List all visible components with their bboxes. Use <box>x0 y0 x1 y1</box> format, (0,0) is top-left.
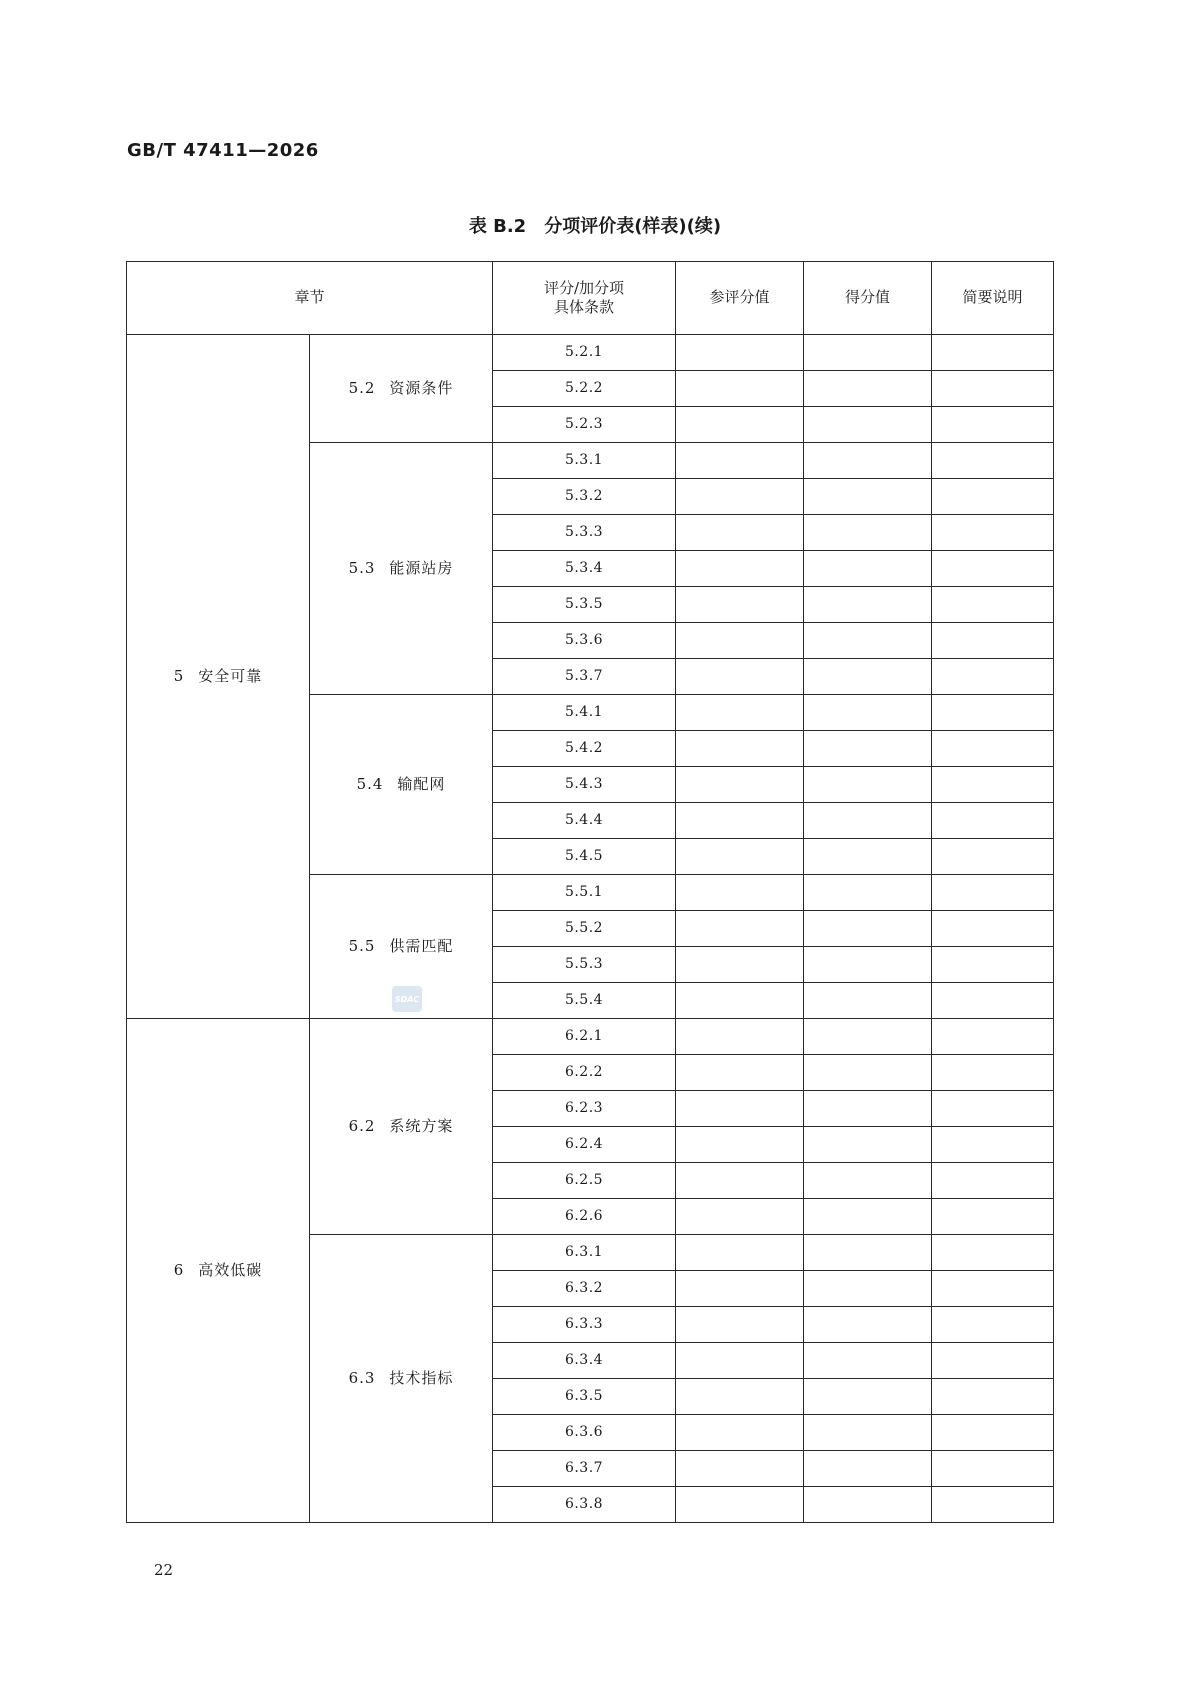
score-cell[interactable] <box>804 911 932 947</box>
description-cell[interactable] <box>932 479 1054 515</box>
evaluation-table <box>126 261 1054 1523</box>
description-cell[interactable] <box>932 803 1054 839</box>
clause-cell: 6.3.2 <box>493 1271 676 1307</box>
reference-score-cell[interactable] <box>676 1091 804 1127</box>
score-cell[interactable] <box>804 1307 932 1343</box>
subsection-name: 供需匹配 <box>389 936 454 955</box>
clause-cell: 5.3.3 <box>493 515 676 551</box>
score-cell[interactable] <box>804 1019 932 1055</box>
section-name: 安全可靠 <box>198 666 263 685</box>
description-cell[interactable] <box>932 767 1054 803</box>
clause-cell: 5.3.2 <box>493 479 676 515</box>
reference-score-cell[interactable] <box>676 1487 804 1523</box>
clause-cell: 5.3.1 <box>493 443 676 479</box>
score-cell[interactable] <box>804 803 932 839</box>
clause-cell: 5.4.4 <box>493 803 676 839</box>
clause-cell: 5.5.4 <box>493 983 676 1019</box>
description-cell[interactable] <box>932 623 1054 659</box>
subsection-number: 6.2 <box>348 1116 376 1135</box>
subsection-cell <box>310 443 493 695</box>
score-cell[interactable] <box>804 947 932 983</box>
reference-score-cell[interactable] <box>676 551 804 587</box>
score-cell[interactable] <box>804 479 932 515</box>
reference-score-cell[interactable] <box>676 695 804 731</box>
reference-score-cell[interactable] <box>676 767 804 803</box>
score-cell[interactable] <box>804 407 932 443</box>
subsection-name: 系统方案 <box>389 1116 454 1135</box>
reference-score-cell[interactable] <box>676 335 804 371</box>
subsection-cell <box>310 335 493 443</box>
score-cell[interactable] <box>804 587 932 623</box>
clause-cell: 6.2.5 <box>493 1163 676 1199</box>
score-cell[interactable] <box>804 695 932 731</box>
reference-score-cell[interactable] <box>676 371 804 407</box>
section-number: 5 <box>173 666 185 685</box>
subsection-number: 5.4 <box>356 774 384 793</box>
subsection-number: 6.3 <box>348 1368 376 1387</box>
description-cell[interactable] <box>932 407 1054 443</box>
score-cell[interactable] <box>804 1451 932 1487</box>
header-score: 得分值 <box>804 262 932 335</box>
clause-cell: 5.5.1 <box>493 875 676 911</box>
table-row <box>127 335 1054 371</box>
reference-score-cell[interactable] <box>676 875 804 911</box>
clause-cell: 5.3.5 <box>493 587 676 623</box>
subsection-number: 5.3 <box>348 558 376 577</box>
score-cell[interactable] <box>804 875 932 911</box>
table-title: 表 B.2 分项评价表(样表)(续) <box>468 216 722 237</box>
table-row <box>127 1019 1054 1055</box>
clause-cell: 6.3.7 <box>493 1451 676 1487</box>
score-cell[interactable] <box>804 839 932 875</box>
description-cell[interactable] <box>932 335 1054 371</box>
reference-score-cell[interactable] <box>676 1415 804 1451</box>
reference-score-cell[interactable] <box>676 1019 804 1055</box>
reference-score-cell[interactable] <box>676 911 804 947</box>
clause-cell: 6.3.5 <box>493 1379 676 1415</box>
description-cell[interactable] <box>932 1055 1054 1091</box>
score-cell[interactable] <box>804 443 932 479</box>
score-cell[interactable] <box>804 1343 932 1379</box>
description-cell[interactable] <box>932 1379 1054 1415</box>
clause-cell: 5.5.2 <box>493 911 676 947</box>
reference-score-cell[interactable] <box>676 1343 804 1379</box>
reference-score-cell[interactable] <box>676 659 804 695</box>
score-cell[interactable] <box>804 983 932 1019</box>
score-cell[interactable] <box>804 335 932 371</box>
score-cell[interactable] <box>804 659 932 695</box>
subsection-cell <box>310 695 493 875</box>
score-cell[interactable] <box>804 1127 932 1163</box>
description-cell[interactable] <box>932 443 1054 479</box>
clause-cell: 5.4.5 <box>493 839 676 875</box>
description-cell[interactable] <box>932 1307 1054 1343</box>
description-cell[interactable] <box>932 1019 1054 1055</box>
description-cell[interactable] <box>932 515 1054 551</box>
description-cell[interactable] <box>932 371 1054 407</box>
reference-score-cell[interactable] <box>676 623 804 659</box>
description-cell[interactable] <box>932 551 1054 587</box>
clause-cell: 5.2.1 <box>493 335 676 371</box>
clause-cell: 6.2.2 <box>493 1055 676 1091</box>
clause-cell: 5.2.2 <box>493 371 676 407</box>
header-item-line1: 评分/加分项 <box>543 278 625 297</box>
subsection-cell <box>310 1019 493 1235</box>
description-cell[interactable] <box>932 875 1054 911</box>
subsection-number: 5.2 <box>348 378 376 397</box>
score-cell[interactable] <box>804 1235 932 1271</box>
score-cell[interactable] <box>804 731 932 767</box>
description-cell[interactable] <box>932 1415 1054 1451</box>
reference-score-cell[interactable] <box>676 479 804 515</box>
description-cell[interactable] <box>932 1199 1054 1235</box>
reference-score-cell[interactable] <box>676 1055 804 1091</box>
clause-cell: 5.3.7 <box>493 659 676 695</box>
clause-cell: 5.2.3 <box>493 407 676 443</box>
watermark-logo: SDAC <box>392 986 422 1012</box>
description-cell[interactable] <box>932 659 1054 695</box>
section-cell <box>127 335 310 1019</box>
description-cell[interactable] <box>932 1487 1054 1523</box>
subsection-cell <box>310 1235 493 1523</box>
clause-cell: 6.2.6 <box>493 1199 676 1235</box>
clause-cell: 5.5.3 <box>493 947 676 983</box>
description-cell[interactable] <box>932 1451 1054 1487</box>
standard-code: GB/T 47411—2026 <box>127 140 319 161</box>
score-cell[interactable] <box>804 767 932 803</box>
subsection-name: 技术指标 <box>389 1368 454 1387</box>
description-cell[interactable] <box>932 1343 1054 1379</box>
reference-score-cell[interactable] <box>676 515 804 551</box>
description-cell[interactable] <box>932 911 1054 947</box>
score-cell[interactable] <box>804 1415 932 1451</box>
reference-score-cell[interactable] <box>676 443 804 479</box>
header-description: 简要说明 <box>932 262 1054 335</box>
reference-score-cell[interactable] <box>676 407 804 443</box>
score-cell[interactable] <box>804 1091 932 1127</box>
section-number: 6 <box>173 1260 185 1279</box>
reference-score-cell[interactable] <box>676 983 804 1019</box>
description-cell[interactable] <box>932 1091 1054 1127</box>
clause-cell: 5.4.3 <box>493 767 676 803</box>
header-reference-score: 参评分值 <box>676 262 804 335</box>
score-cell[interactable] <box>804 371 932 407</box>
reference-score-cell[interactable] <box>676 1307 804 1343</box>
clause-cell: 6.3.4 <box>493 1343 676 1379</box>
reference-score-cell[interactable] <box>676 839 804 875</box>
subsection-name: 资源条件 <box>389 378 454 397</box>
description-cell[interactable] <box>932 587 1054 623</box>
clause-cell: 6.3.8 <box>493 1487 676 1523</box>
clause-cell: 6.2.1 <box>493 1019 676 1055</box>
score-cell[interactable] <box>804 551 932 587</box>
header-item-line2: 具体条款 <box>554 298 615 316</box>
reference-score-cell[interactable] <box>676 1235 804 1271</box>
description-cell[interactable] <box>932 695 1054 731</box>
clause-cell: 6.2.4 <box>493 1127 676 1163</box>
page-number: 22 <box>154 1561 174 1579</box>
score-cell[interactable] <box>804 1487 932 1523</box>
description-cell[interactable] <box>932 1127 1054 1163</box>
description-cell[interactable] <box>932 1163 1054 1199</box>
clause-cell: 6.3.1 <box>493 1235 676 1271</box>
score-cell[interactable] <box>804 1163 932 1199</box>
table-body <box>127 335 1054 1523</box>
score-cell[interactable] <box>804 1379 932 1415</box>
score-cell[interactable] <box>804 1199 932 1235</box>
reference-score-cell[interactable] <box>676 1127 804 1163</box>
description-cell[interactable] <box>932 839 1054 875</box>
score-cell[interactable] <box>804 515 932 551</box>
header-item <box>493 262 676 335</box>
score-cell[interactable] <box>804 623 932 659</box>
subsection-name: 能源站房 <box>389 558 454 577</box>
section-name: 高效低碳 <box>198 1260 263 1279</box>
clause-cell: 5.3.4 <box>493 551 676 587</box>
reference-score-cell[interactable] <box>676 1451 804 1487</box>
description-cell[interactable] <box>932 983 1054 1019</box>
clause-cell: 6.3.6 <box>493 1415 676 1451</box>
clause-cell: 5.4.1 <box>493 695 676 731</box>
clause-cell: 5.3.6 <box>493 623 676 659</box>
clause-cell: 6.3.3 <box>493 1307 676 1343</box>
description-cell[interactable] <box>932 1235 1054 1271</box>
reference-score-cell[interactable] <box>676 1379 804 1415</box>
clause-cell: 5.4.2 <box>493 731 676 767</box>
description-cell[interactable] <box>932 1271 1054 1307</box>
subsection-number: 5.5 <box>348 936 376 955</box>
score-cell[interactable] <box>804 1055 932 1091</box>
reference-score-cell[interactable] <box>676 803 804 839</box>
reference-score-cell[interactable] <box>676 1271 804 1307</box>
reference-score-cell[interactable] <box>676 947 804 983</box>
subsection-name: 输配网 <box>397 774 446 793</box>
clause-cell: 6.2.3 <box>493 1091 676 1127</box>
reference-score-cell[interactable] <box>676 1199 804 1235</box>
score-cell[interactable] <box>804 1271 932 1307</box>
reference-score-cell[interactable] <box>676 731 804 767</box>
description-cell[interactable] <box>932 947 1054 983</box>
table-header-row <box>127 262 1054 335</box>
header-chapter: 章节 <box>127 262 493 335</box>
reference-score-cell[interactable] <box>676 587 804 623</box>
section-cell <box>127 1019 310 1523</box>
description-cell[interactable] <box>932 731 1054 767</box>
reference-score-cell[interactable] <box>676 1163 804 1199</box>
